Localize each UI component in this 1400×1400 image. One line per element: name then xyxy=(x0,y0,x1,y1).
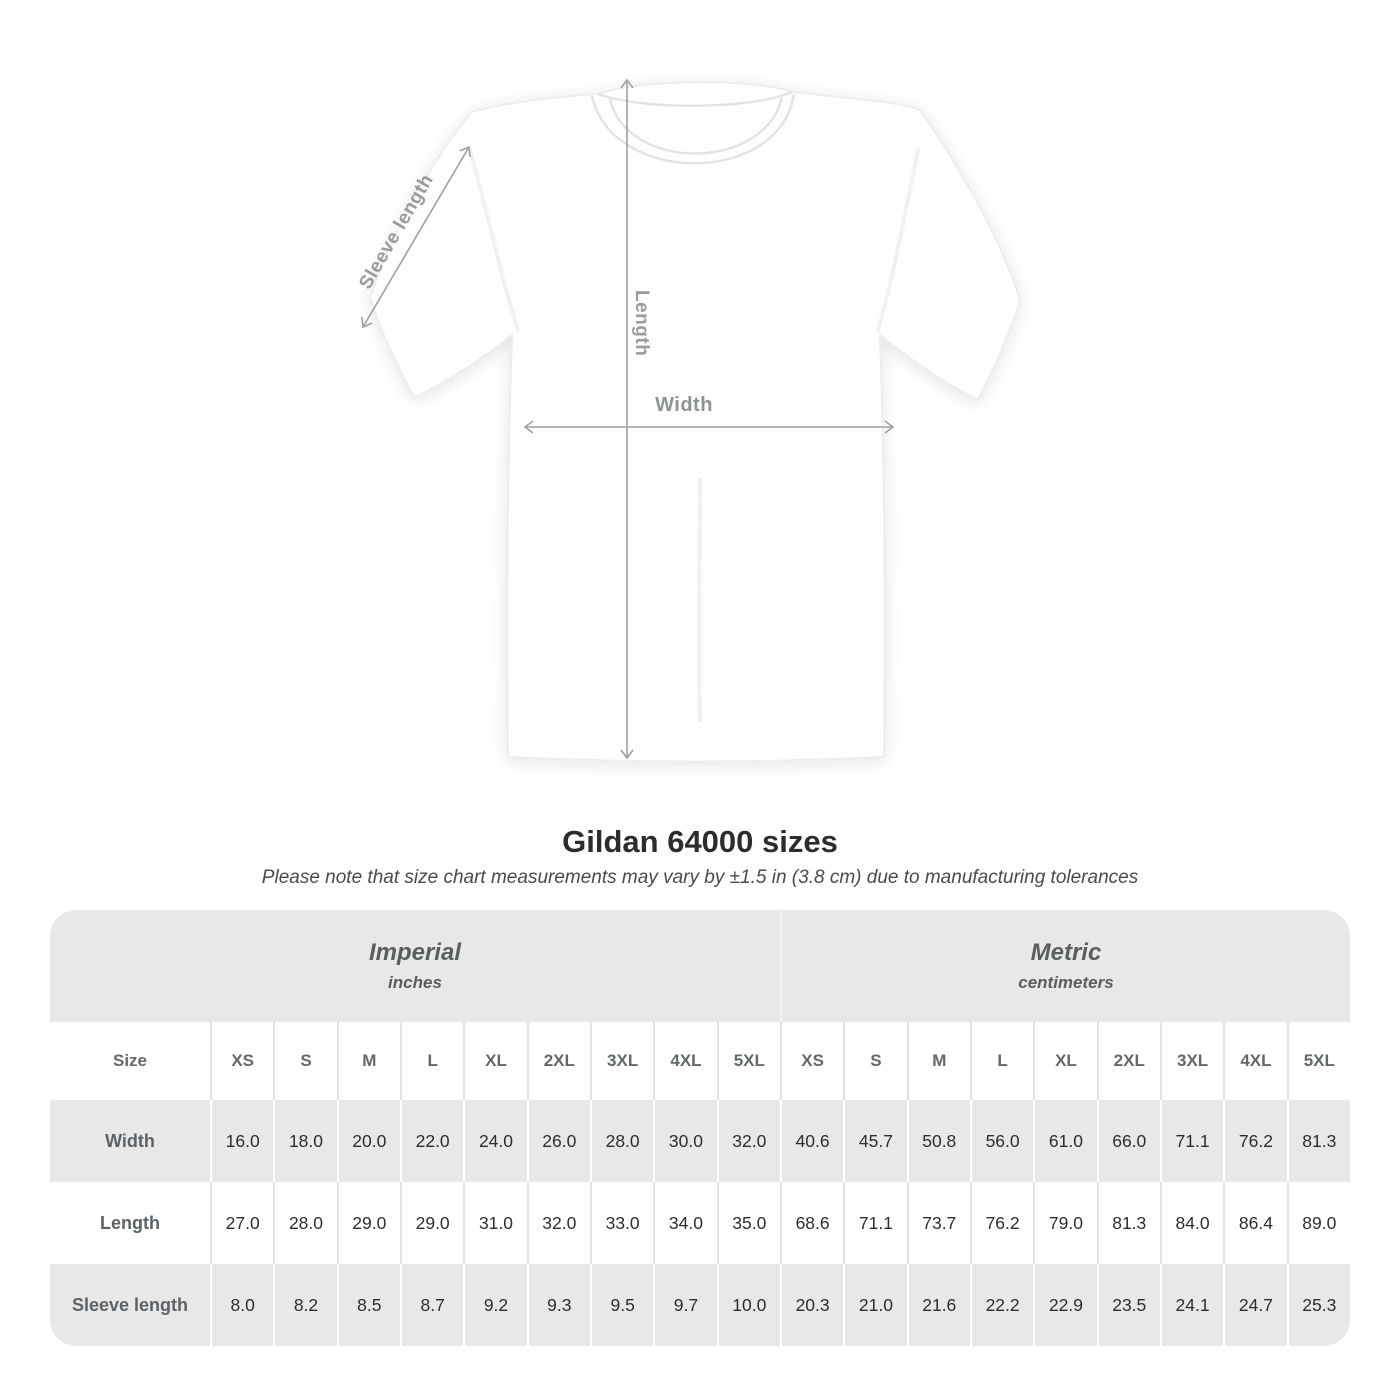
width-metric-value: 50.8 xyxy=(907,1100,970,1182)
size-header-metric: M xyxy=(907,1022,970,1100)
sleeve-imperial-value: 9.3 xyxy=(527,1264,590,1346)
size-header-imperial: 5XL xyxy=(717,1022,780,1100)
sleeve-imperial-value: 10.0 xyxy=(717,1264,780,1346)
length-imperial-value: 31.0 xyxy=(463,1182,526,1264)
sleeve-metric-value: 23.5 xyxy=(1097,1264,1160,1346)
size-header-imperial: 4XL xyxy=(653,1022,716,1100)
size-header-metric: 2XL xyxy=(1097,1022,1160,1100)
length-metric-value: 76.2 xyxy=(970,1182,1033,1264)
sleeve-imperial-value: 8.5 xyxy=(337,1264,400,1346)
length-imperial-value: 29.0 xyxy=(337,1182,400,1264)
width-imperial-value: 30.0 xyxy=(653,1100,716,1182)
sleeve-imperial-value: 8.0 xyxy=(210,1264,273,1346)
width-metric-value: 71.1 xyxy=(1160,1100,1223,1182)
metric-group-header xyxy=(780,910,1350,1022)
length-dimension-label: Length xyxy=(631,290,652,357)
length-metric-value: 81.3 xyxy=(1097,1182,1160,1264)
width-imperial-value: 24.0 xyxy=(463,1100,526,1182)
width-metric-value: 76.2 xyxy=(1223,1100,1286,1182)
length-imperial-value: 33.0 xyxy=(590,1182,653,1264)
width-imperial-value: 28.0 xyxy=(590,1100,653,1182)
length-row xyxy=(50,1182,1350,1264)
size-header-metric: XL xyxy=(1033,1022,1096,1100)
sleeve-metric-value: 25.3 xyxy=(1287,1264,1350,1346)
width-metric-value: 40.6 xyxy=(780,1100,843,1182)
size-header-imperial: 2XL xyxy=(527,1022,590,1100)
length-imperial-value: 28.0 xyxy=(273,1182,336,1264)
width-imperial-value: 22.0 xyxy=(400,1100,463,1182)
size-header-imperial: XL xyxy=(463,1022,526,1100)
length-metric-value: 68.6 xyxy=(780,1182,843,1264)
length-imperial-value: 27.0 xyxy=(210,1182,273,1264)
sleeve-imperial-value: 9.7 xyxy=(653,1264,716,1346)
length-imperial-value: 35.0 xyxy=(717,1182,780,1264)
width-row xyxy=(50,1100,1350,1182)
size-header-metric: XS xyxy=(780,1022,843,1100)
row-label: Sleeve length xyxy=(50,1264,210,1346)
size-table xyxy=(50,910,1350,1346)
metric-unit: centimeters xyxy=(1018,973,1114,992)
size-table-container xyxy=(50,910,1350,1346)
width-imperial-value: 16.0 xyxy=(210,1100,273,1182)
sleeve-metric-value: 24.7 xyxy=(1223,1264,1286,1346)
size-column-title: Size xyxy=(50,1022,210,1100)
size-header-imperial: M xyxy=(337,1022,400,1100)
length-metric-value: 89.0 xyxy=(1287,1182,1350,1264)
size-header-metric: 4XL xyxy=(1223,1022,1286,1100)
sleeve-imperial-value: 8.7 xyxy=(400,1264,463,1346)
sleeve-metric-value: 22.2 xyxy=(970,1264,1033,1346)
metric-title: Metric xyxy=(1030,939,1102,966)
sleeve-metric-value: 24.1 xyxy=(1160,1264,1223,1346)
length-metric-value: 84.0 xyxy=(1160,1182,1223,1264)
length-metric-value: 79.0 xyxy=(1033,1182,1096,1264)
width-imperial-value: 26.0 xyxy=(527,1100,590,1182)
width-imperial-value: 20.0 xyxy=(337,1100,400,1182)
tshirt-silhouette xyxy=(370,82,1020,761)
imperial-title: Imperial xyxy=(368,939,461,966)
tolerance-note: Please note that size chart measurements may vary by ±1.5 in (3.8 cm) due to manufacturing tolerances xyxy=(261,867,1139,888)
sleeve-metric-value: 22.9 xyxy=(1033,1264,1096,1346)
sleeve-imperial-value: 9.2 xyxy=(463,1264,526,1346)
size-header-metric: S xyxy=(843,1022,906,1100)
size-header-imperial: 3XL xyxy=(590,1022,653,1100)
size-header-metric: L xyxy=(970,1022,1033,1100)
page-title: Gildan 64000 sizes xyxy=(562,824,838,859)
sleeve-metric-value: 21.6 xyxy=(907,1264,970,1346)
sleeve-metric-value: 21.0 xyxy=(843,1264,906,1346)
size-header-imperial: L xyxy=(400,1022,463,1100)
width-imperial-value: 18.0 xyxy=(273,1100,336,1182)
sleeve-imperial-value: 8.2 xyxy=(273,1264,336,1346)
length-imperial-value: 34.0 xyxy=(653,1182,716,1264)
width-metric-value: 56.0 xyxy=(970,1100,1033,1182)
size-header-metric: 5XL xyxy=(1287,1022,1350,1100)
sleeve-length-dimension-label: Sleeve length xyxy=(355,170,438,293)
size-header-imperial: XS xyxy=(210,1022,273,1100)
length-metric-value: 71.1 xyxy=(843,1182,906,1264)
width-imperial-value: 32.0 xyxy=(717,1100,780,1182)
size-header-row xyxy=(50,1022,1350,1100)
size-header-metric: 3XL xyxy=(1160,1022,1223,1100)
imperial-group-header xyxy=(50,910,780,1022)
width-metric-value: 61.0 xyxy=(1033,1100,1096,1182)
length-imperial-value: 29.0 xyxy=(400,1182,463,1264)
width-metric-value: 66.0 xyxy=(1097,1100,1160,1182)
width-dimension-label: Width xyxy=(655,394,713,416)
width-metric-value: 45.7 xyxy=(843,1100,906,1182)
length-metric-value: 86.4 xyxy=(1223,1182,1286,1264)
size-header-imperial: S xyxy=(273,1022,336,1100)
sleeve-metric-value: 20.3 xyxy=(780,1264,843,1346)
length-metric-value: 73.7 xyxy=(907,1182,970,1264)
fold-body xyxy=(699,480,700,720)
length-imperial-value: 32.0 xyxy=(527,1182,590,1264)
row-label: Length xyxy=(50,1182,210,1264)
unit-system-header-row xyxy=(50,910,1350,1022)
imperial-unit: inches xyxy=(388,973,442,992)
width-metric-value: 81.3 xyxy=(1287,1100,1350,1182)
sleeve-imperial-value: 9.5 xyxy=(590,1264,653,1346)
sleeve-length-row xyxy=(50,1264,1350,1346)
row-label: Width xyxy=(50,1100,210,1182)
